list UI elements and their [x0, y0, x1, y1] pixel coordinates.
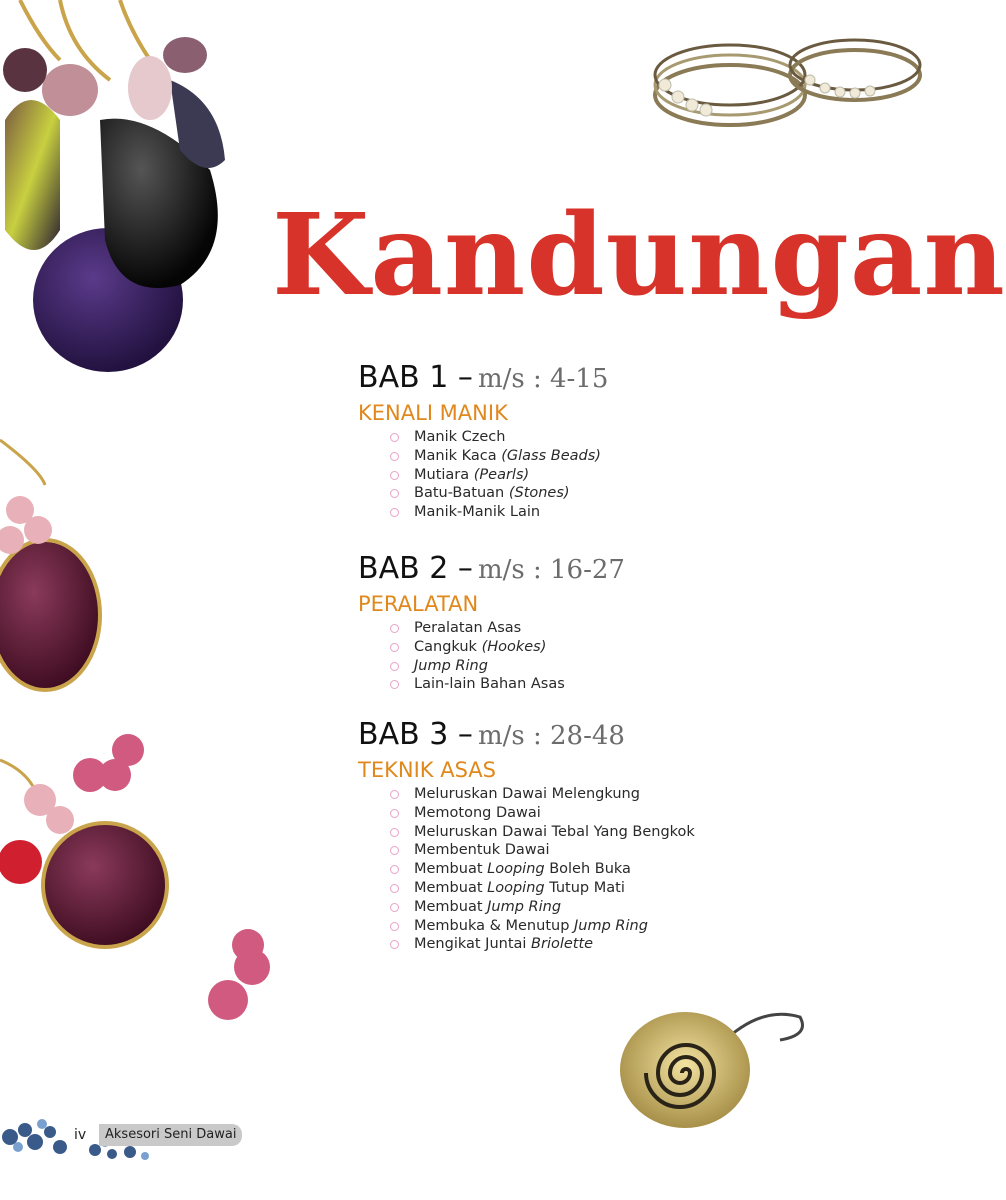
bullet-icon	[390, 624, 399, 633]
bullet-icon	[390, 903, 399, 912]
garnet-earrings-left-image	[0, 430, 290, 1030]
bullet-icon	[390, 922, 399, 931]
chapter-title: KENALI MANIK	[358, 401, 508, 425]
list-item: Batu-Batuan (Stones)	[388, 484, 818, 503]
chapter-heading	[358, 717, 818, 757]
bullet-icon	[390, 508, 399, 517]
bullet-icon	[390, 489, 399, 498]
list-item: Manik Czech	[388, 428, 818, 447]
chapter-heading	[358, 360, 818, 400]
chapter-2	[358, 551, 818, 694]
bullet-icon	[390, 643, 399, 652]
chapter-number: BAB 1 –	[358, 360, 473, 395]
bullet-icon	[390, 865, 399, 874]
list-item: Mengikat Juntai Briolette	[388, 935, 818, 954]
wire-rings-top-right-image	[650, 25, 921, 135]
list-item: Lain-lain Bahan Asas	[388, 675, 818, 694]
chapter-pages: m/s : 4-15	[477, 364, 609, 394]
list-item: Membuat Looping Tutup Mati	[388, 879, 818, 898]
chapter-title: PERALATAN	[358, 592, 479, 616]
list-item: Memotong Dawai	[388, 804, 818, 823]
list-item: Jump Ring	[388, 657, 818, 676]
list-item: Mutiara (Pearls)	[388, 466, 818, 485]
list-item: Cangkuk (Hookes)	[388, 638, 818, 657]
bullet-icon	[390, 433, 399, 442]
bullet-icon	[390, 828, 399, 837]
chapter-pages: m/s : 28-48	[477, 721, 625, 751]
list-item: Membentuk Dawai	[388, 841, 818, 860]
footer-book-title: Aksesori Seni Dawai	[99, 1124, 242, 1146]
chapter-number: BAB 2 –	[358, 551, 473, 586]
chapter-item-list	[358, 619, 818, 694]
spiral-ring-bottom-right-image	[610, 995, 810, 1135]
list-item: Manik-Manik Lain	[388, 503, 818, 522]
list-item: Manik Kaca (Glass Beads)	[388, 447, 818, 466]
chapter-item-list	[358, 428, 818, 522]
list-item: Membuat Looping Boleh Buka	[388, 860, 818, 879]
chapter-3	[358, 717, 818, 954]
bullet-icon	[390, 452, 399, 461]
page-number: iv	[70, 1124, 90, 1146]
list-item: Meluruskan Dawai Melengkung	[388, 785, 818, 804]
bullet-icon	[390, 471, 399, 480]
page-title: Kandungan	[272, 190, 1006, 321]
bullet-icon	[390, 790, 399, 799]
list-item: Meluruskan Dawai Tebal Yang Bengkok	[388, 823, 818, 842]
chapter-pages: m/s : 16-27	[477, 555, 625, 585]
list-item: Membuka & Menutup Jump Ring	[388, 917, 818, 936]
chapter-title: TEKNIK ASAS	[358, 758, 496, 782]
list-item: Membuat Jump Ring	[388, 898, 818, 917]
list-item: Peralatan Asas	[388, 619, 818, 638]
bullet-icon	[390, 884, 399, 893]
beaded-earrings-top-left-image	[0, 0, 240, 380]
bullet-icon	[390, 846, 399, 855]
chapter-number: BAB 3 –	[358, 717, 473, 752]
chapter-1	[358, 360, 818, 522]
chapter-item-list	[358, 785, 818, 954]
bullet-icon	[390, 680, 399, 689]
bullet-icon	[390, 662, 399, 671]
bullet-icon	[390, 809, 399, 818]
chapter-heading	[358, 551, 818, 591]
bullet-icon	[390, 940, 399, 949]
